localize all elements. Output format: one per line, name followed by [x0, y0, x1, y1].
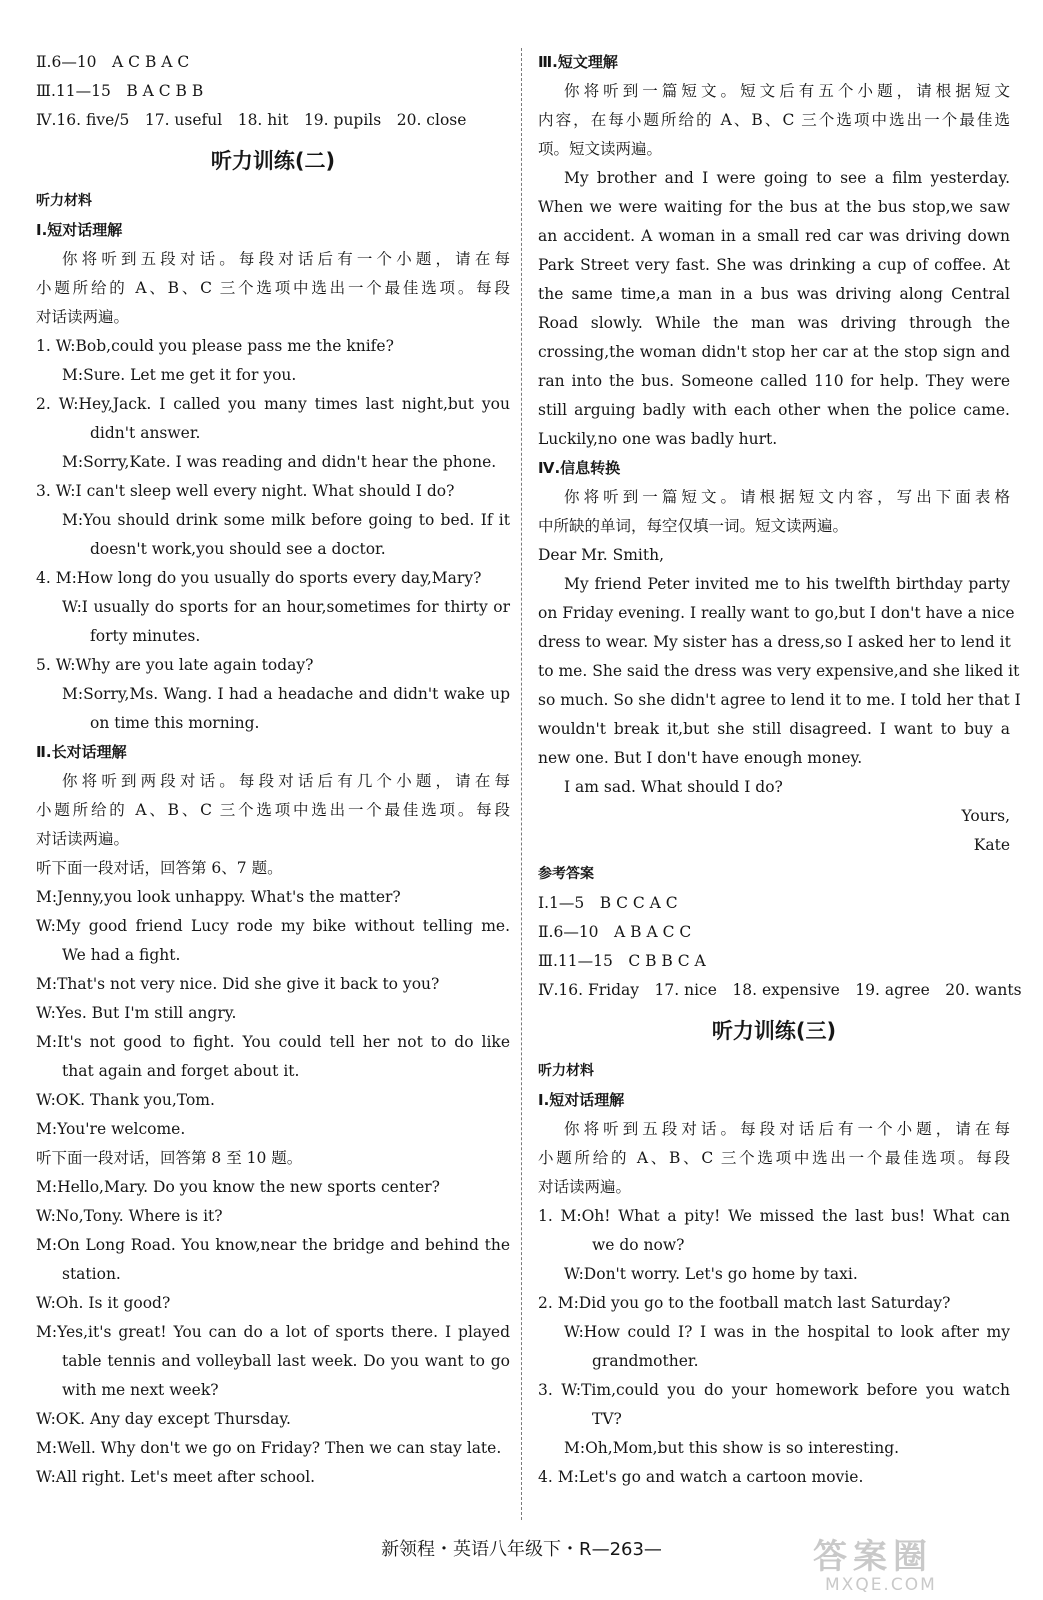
dialogue-line: W:Oh. Is it good? — [36, 1294, 171, 1312]
dialogue-line: M:Well. Why don't we go on Friday? Then we can stay late. — [36, 1439, 502, 1457]
dialogue-line: 4. M:How long do you usually do sports every day,Mary? — [36, 569, 482, 587]
answer-line: Ⅱ.6—10 A C B A C — [36, 53, 190, 71]
passage-line: Park Street very fast. She was drinking a cup of coffee. At — [538, 256, 1010, 274]
instruction-text: 你将听到一篇短文。请根据短文内容，写出下面表格 — [564, 488, 1010, 506]
dialogue-line: 1. W:Bob,could you please pass me the knife? — [36, 337, 394, 355]
dialogue-line: M:That's not very nice. Did she give it back to you? — [36, 975, 440, 993]
passage-line: the same time,a man in a bus was driving along Central — [538, 285, 1010, 303]
dialogue-line: 2. W:Hey,Jack. I called you many times last night,but you — [36, 395, 510, 413]
passage-line: still arguing badly with each other when the police came. — [538, 401, 1010, 419]
dialogue-line: W:Yes. But I'm still angry. — [36, 1004, 237, 1022]
dialogue-line: W:OK. Any day except Thursday. — [36, 1410, 291, 1428]
instruction-text: 内容，在每小题所给的 A、B、C 三个选项中选出一个最佳选 — [538, 111, 1010, 129]
dialogue-line: 1. M:Oh! What a pity! We missed the last bus! What can — [538, 1207, 1010, 1225]
instruction-text: 小题所给的 A、B、C 三个选项中选出一个最佳选项。每段 — [36, 801, 510, 819]
passage-line: My brother and I were going to see a film yesterday. — [564, 169, 1010, 187]
section-heading: 听力训练(二) — [210, 149, 336, 173]
dialogue-line: grandmother. — [592, 1352, 699, 1370]
dialogue-line: we do now? — [592, 1236, 685, 1254]
dialogue-line: TV? — [592, 1410, 622, 1428]
dialogue-line: with me next week? — [62, 1381, 219, 1399]
passage-line: ran into the bus. Someone called 110 for help. They were — [538, 372, 1010, 390]
instruction-text: 对话读两遍。 — [36, 830, 130, 848]
dialogue-line: 2. M:Did you go to the football match last Saturday? — [538, 1294, 951, 1312]
letter-line: I am sad. What should I do? — [564, 778, 783, 796]
instruction-text: 小题所给的 A、B、C 三个选项中选出一个最佳选项。每段 — [538, 1149, 1010, 1167]
dialogue-line: M:Oh,Mom,but this show is so interesting. — [564, 1439, 900, 1457]
letter-line: on Friday evening. I really want to go,but I don't have a nice — [538, 604, 1015, 622]
letter-line: to me. She said the dress was very expensive,and she liked it — [538, 662, 1020, 680]
dialogue-line: W:How could I? I was in the hospital to look after my — [564, 1323, 1010, 1341]
instruction-text: 小题所给的 A、B、C 三个选项中选出一个最佳选项。每段 — [36, 279, 510, 297]
instruction-text: 对话读两遍。 — [538, 1178, 632, 1196]
dialogue-instruction: 听下面一段对话，回答第 6、7 题。 — [36, 859, 283, 877]
dialogue-line: on time this morning. — [90, 714, 260, 732]
dialogue-line: W:OK. Thank you,Tom. — [36, 1091, 215, 1109]
dialogue-line: M:It's not good to fight. You could tell her not to do like — [36, 1033, 510, 1051]
dialogue-line: table tennis and volleyball last week. Do you want to go — [62, 1352, 510, 1370]
page-footer: 新领程・英语八年级下・R—263— — [381, 1539, 662, 1560]
dialogue-line: M:You're welcome. — [36, 1120, 186, 1138]
dialogue-line: W:My good friend Lucy rode my bike without telling me. — [36, 917, 510, 935]
right-column — [538, 48, 1022, 1492]
part-title: Ⅲ.短文理解 — [538, 53, 618, 71]
passage-line: When we were waiting for the bus at the bus stop,we saw — [538, 198, 1010, 216]
part-title: Ⅳ.信息转换 — [538, 459, 621, 477]
dialogue-line: 3. W:Tim,could you do your homework before you watch — [538, 1381, 1010, 1399]
material-label: 听力材料 — [36, 193, 92, 209]
passage-line: Luckily,no one was badly hurt. — [538, 430, 778, 448]
part-title: Ⅰ.短对话理解 — [36, 221, 123, 239]
dialogue-line: M:Sorry,Ms. Wang. I had a headache and didn't wake up — [62, 685, 510, 703]
part-title: Ⅱ.长对话理解 — [36, 743, 127, 761]
passage-line: an accident. A woman in a small red car was driving down — [538, 227, 1010, 245]
watermark-logo — [813, 1537, 1023, 1600]
answer-line: Ⅲ.11—15 C B B C A — [538, 952, 706, 970]
dialogue-line: 3. W:I can't sleep well every night. What should I do? — [36, 482, 455, 500]
dialogue-line: W:No,Tony. Where is it? — [36, 1207, 223, 1225]
dialogue-line: W:Don't worry. Let's go home by taxi. — [564, 1265, 858, 1283]
letter-line: dress to wear. My sister has a dress,so I asked her to lend it — [538, 633, 1011, 651]
instruction-text: 你将听到五段对话。每段对话后有一个小题，请在每 — [564, 1120, 1010, 1138]
letter-line: so much. So she didn't agree to lend it to me. I told her that I — [538, 691, 1021, 709]
dialogue-line: W:I usually do sports for an hour,sometimes for thirty or — [62, 598, 510, 616]
section-heading: 听力训练(三) — [711, 1019, 837, 1043]
dialogue-line: that again and forget about it. — [62, 1062, 300, 1080]
letter-signature: Kate — [973, 836, 1010, 854]
letter-line: My friend Peter invited me to his twelfth birthday party — [564, 575, 1010, 593]
dialogue-line: M:Jenny,you look unhappy. What's the matter? — [36, 888, 401, 906]
dialogue-line: M:Hello,Mary. Do you know the new sports center? — [36, 1178, 440, 1196]
passage-line: crossing,the woman didn't stop her car at the stop sign and — [538, 343, 1010, 361]
dialogue-line: station. — [62, 1265, 121, 1283]
dialogue-line: M:Sorry,Kate. I was reading and didn't hear the phone. — [62, 453, 497, 471]
dialogue-line: 4. M:Let's go and watch a cartoon movie. — [538, 1468, 864, 1486]
answer-line: Ⅳ.16. five/5 17. useful 18. hit 19. pupils 20. close — [36, 111, 467, 129]
instruction-text: 你将听到五段对话。每段对话后有一个小题，请在每 — [62, 250, 510, 268]
answer-line: Ⅲ.11—15 B A C B B — [36, 82, 204, 100]
dialogue-line: We had a fight. — [62, 946, 181, 964]
answer-line: Ⅳ.16. Friday 17. nice 18. expensive 19. agree 20. wants — [538, 981, 1022, 999]
dialogue-line: doesn't work,you should see a doctor. — [90, 540, 386, 558]
dialogue-line: M:Sure. Let me get it for you. — [62, 366, 297, 384]
answer-label: 参考答案 — [538, 866, 594, 882]
instruction-text: 你将听到一篇短文。短文后有五个小题，请根据短文 — [564, 82, 1010, 100]
watermark-text: 答案圈 — [813, 1537, 933, 1577]
part-title: Ⅰ.短对话理解 — [538, 1091, 625, 1109]
column-divider — [521, 48, 522, 1520]
dialogue-line: forty minutes. — [90, 627, 201, 645]
left-column — [36, 48, 510, 1492]
material-label: 听力材料 — [538, 1063, 594, 1079]
letter-line: new one. But I don't have enough money. — [538, 749, 863, 767]
dialogue-line: M:Yes,it's great! You can do a lot of sports there. I played — [36, 1323, 510, 1341]
dialogue-line: W:All right. Let's meet after school. — [36, 1468, 316, 1486]
instruction-text: 中所缺的单词，每空仅填一词。短文读两遍。 — [538, 517, 849, 535]
dialogue-line: M:You should drink some milk before going to bed. If it — [62, 511, 510, 529]
letter-line: wouldn't break it,but she still disagreed. I want to buy a — [538, 720, 1010, 738]
answer-line: Ⅰ.1—5 B C C A C — [538, 894, 678, 912]
answer-line: Ⅱ.6—10 A B A C C — [538, 923, 692, 941]
dialogue-line: didn't answer. — [90, 424, 201, 442]
passage-line: Road slowly. While the man was driving through the — [538, 314, 1010, 332]
instruction-text: 对话读两遍。 — [36, 308, 130, 326]
letter-signoff: Yours, — [961, 807, 1010, 825]
instruction-text: 项。短文读两遍。 — [538, 140, 663, 158]
instruction-text: 你将听到两段对话。每段对话后有几个小题，请在每 — [62, 772, 510, 790]
dialogue-line: 5. W:Why are you late again today? — [36, 656, 314, 674]
letter-greeting: Dear Mr. Smith, — [538, 546, 665, 564]
dialogue-line: M:On Long Road. You know,near the bridge and behind the — [36, 1236, 510, 1254]
watermark-url: MXQE.COM — [825, 1575, 937, 1595]
dialogue-instruction: 听下面一段对话，回答第 8 至 10 题。 — [36, 1149, 303, 1167]
